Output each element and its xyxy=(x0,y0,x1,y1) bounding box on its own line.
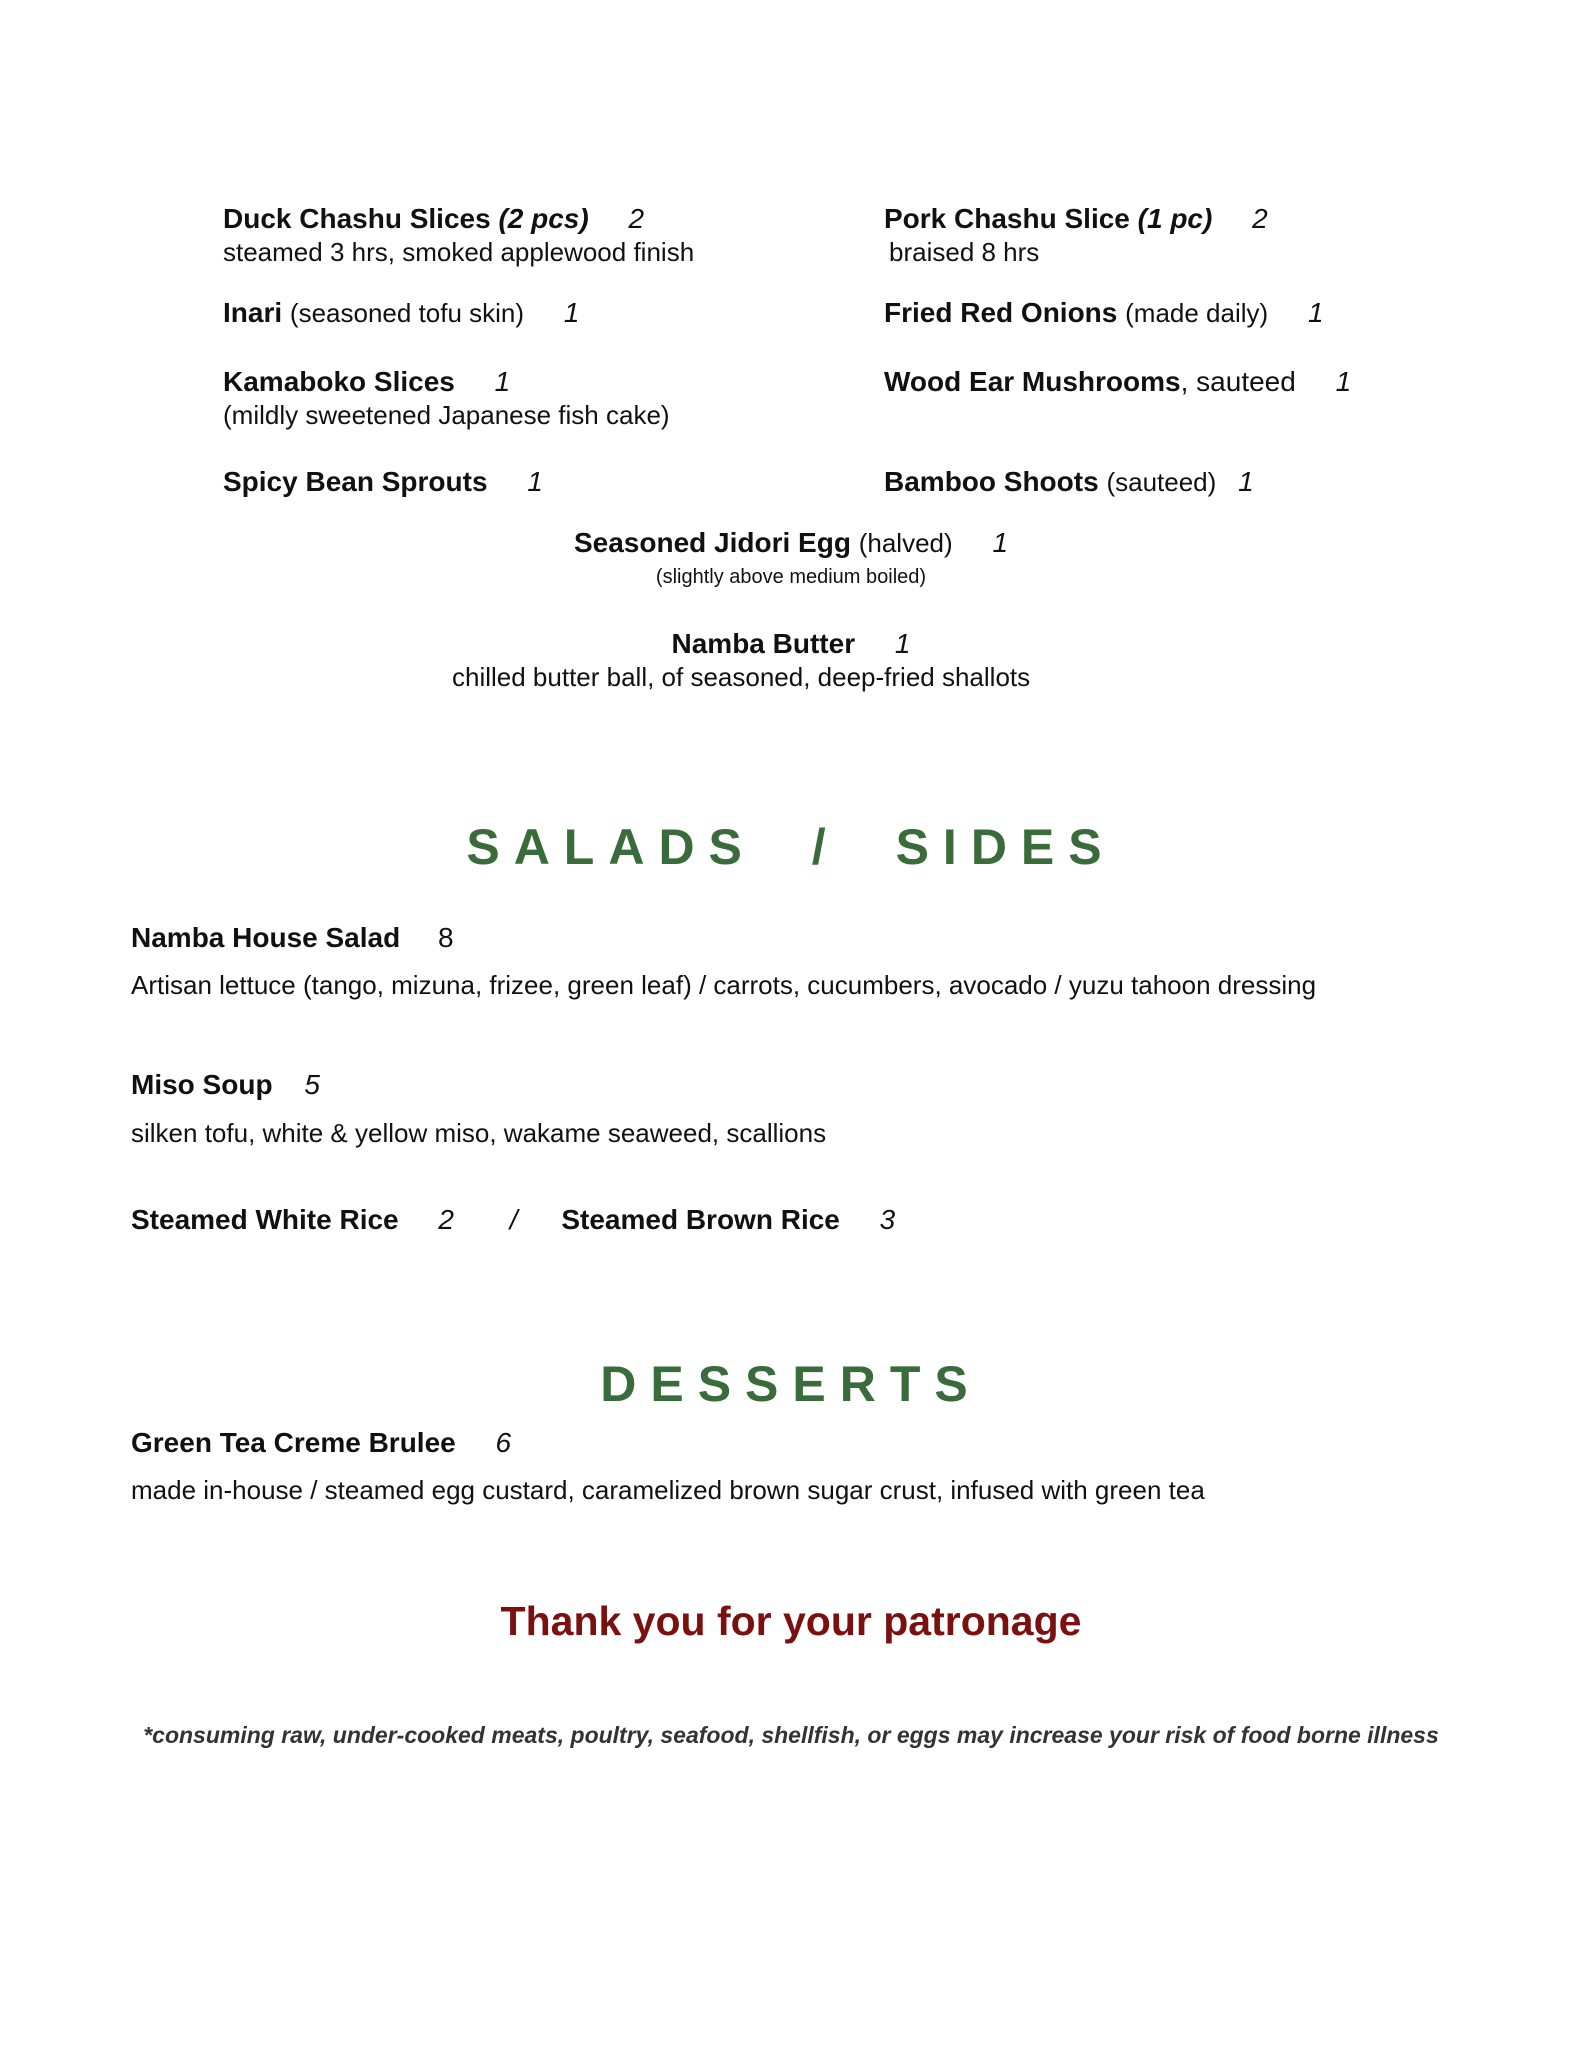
menu-item-duck-chashu xyxy=(223,202,644,236)
item-name: Wood Ear Mushrooms xyxy=(884,366,1181,397)
item-price: 8 xyxy=(437,922,454,953)
menu-item-jidori-egg xyxy=(0,526,1582,560)
item-price: 6 xyxy=(495,1427,512,1458)
item-price: 1 xyxy=(494,366,511,397)
item-price: 1 xyxy=(527,466,543,497)
item-description: chilled butter ball, of seasoned, deep-fried shallots xyxy=(452,662,1031,692)
item-description: (mildly sweetened Japanese fish cake) xyxy=(223,400,670,430)
item-price-brown-rice: 3 xyxy=(879,1204,896,1235)
menu-item-namba-butter xyxy=(0,627,1582,661)
item-price: 1 xyxy=(1335,366,1352,397)
menu-item-creme-brulee xyxy=(131,1426,511,1460)
item-qty: (1 pc) xyxy=(1137,203,1213,234)
thank-you-message: Thank you for your patronage xyxy=(500,1598,1082,1644)
item-name: Duck Chashu Slices xyxy=(223,203,491,234)
menu-item-wood-ear xyxy=(884,365,1351,399)
item-price: 1 xyxy=(1307,297,1324,328)
item-name: Namba House Salad xyxy=(131,922,401,953)
menu-item-fried-red-onions xyxy=(884,296,1324,330)
item-name: Spicy Bean Sprouts xyxy=(223,466,488,497)
menu-item-pork-chashu xyxy=(884,202,1268,236)
item-name-white-rice: Steamed White Rice xyxy=(131,1204,399,1235)
food-safety-disclaimer: *consuming raw, under-cooked meats, poultry, seafood, shellfish, or eggs may increase your risk of food borne illness xyxy=(143,1722,1439,1748)
item-note: (sauteed) xyxy=(1106,467,1217,497)
item-name: Kamaboko Slices xyxy=(223,366,455,397)
section-heading-salads-sides: SALADS / SIDES xyxy=(466,819,1116,875)
item-name: Fried Red Onions xyxy=(884,297,1118,328)
menu-item-inari xyxy=(223,296,579,330)
item-name-brown-rice: Steamed Brown Rice xyxy=(561,1204,840,1235)
item-price-white-rice: 2 xyxy=(438,1204,454,1235)
item-name: Namba Butter xyxy=(671,628,856,659)
menu-item-bamboo-shoots xyxy=(884,465,1254,499)
item-description: silken tofu, white & yellow miso, wakame seaweed, scallions xyxy=(131,1118,827,1148)
item-description: steamed 3 hrs, smoked applewood finish xyxy=(223,237,695,267)
item-name: Seasoned Jidori Egg xyxy=(573,527,851,558)
menu-item-house-salad xyxy=(131,921,454,955)
item-description: braised 8 hrs xyxy=(889,237,1040,267)
item-price: 1 xyxy=(1238,466,1254,497)
item-name: Inari xyxy=(223,297,283,328)
item-note: (seasoned tofu skin) xyxy=(289,298,525,328)
menu-item-rice xyxy=(131,1203,895,1237)
item-description: made in-house / steamed egg custard, caramelized brown sugar crust, infused with green tea xyxy=(131,1475,1205,1505)
menu-item-bean-sprouts xyxy=(223,465,543,499)
menu-item-kamaboko xyxy=(223,365,510,399)
item-name: Green Tea Creme Brulee xyxy=(131,1427,456,1458)
menu-item-miso-soup xyxy=(131,1068,320,1102)
item-name: Bamboo Shoots xyxy=(884,466,1099,497)
item-name: Pork Chashu Slice xyxy=(884,203,1130,234)
item-description: (slightly above medium boiled) xyxy=(655,566,927,588)
item-note: (made daily) xyxy=(1125,298,1269,328)
item-price: 1 xyxy=(894,628,911,659)
item-price: 1 xyxy=(992,527,1009,558)
section-heading-desserts: DESSERTS xyxy=(600,1356,982,1412)
item-name: Miso Soup xyxy=(131,1069,273,1100)
item-price: 1 xyxy=(563,297,580,328)
item-note: (halved) xyxy=(858,528,953,558)
rice-separator: / xyxy=(509,1204,518,1235)
item-price: 2 xyxy=(628,203,645,234)
item-price: 5 xyxy=(304,1069,320,1100)
item-description: Artisan lettuce (tango, mizuna, frizee, green leaf) / carrots, cucumbers, avocado / yuzu tahoon dressing xyxy=(131,970,1317,1000)
item-note: , sauteed xyxy=(1180,366,1296,397)
item-qty: (2 pcs) xyxy=(498,203,589,234)
item-price: 2 xyxy=(1252,203,1268,234)
